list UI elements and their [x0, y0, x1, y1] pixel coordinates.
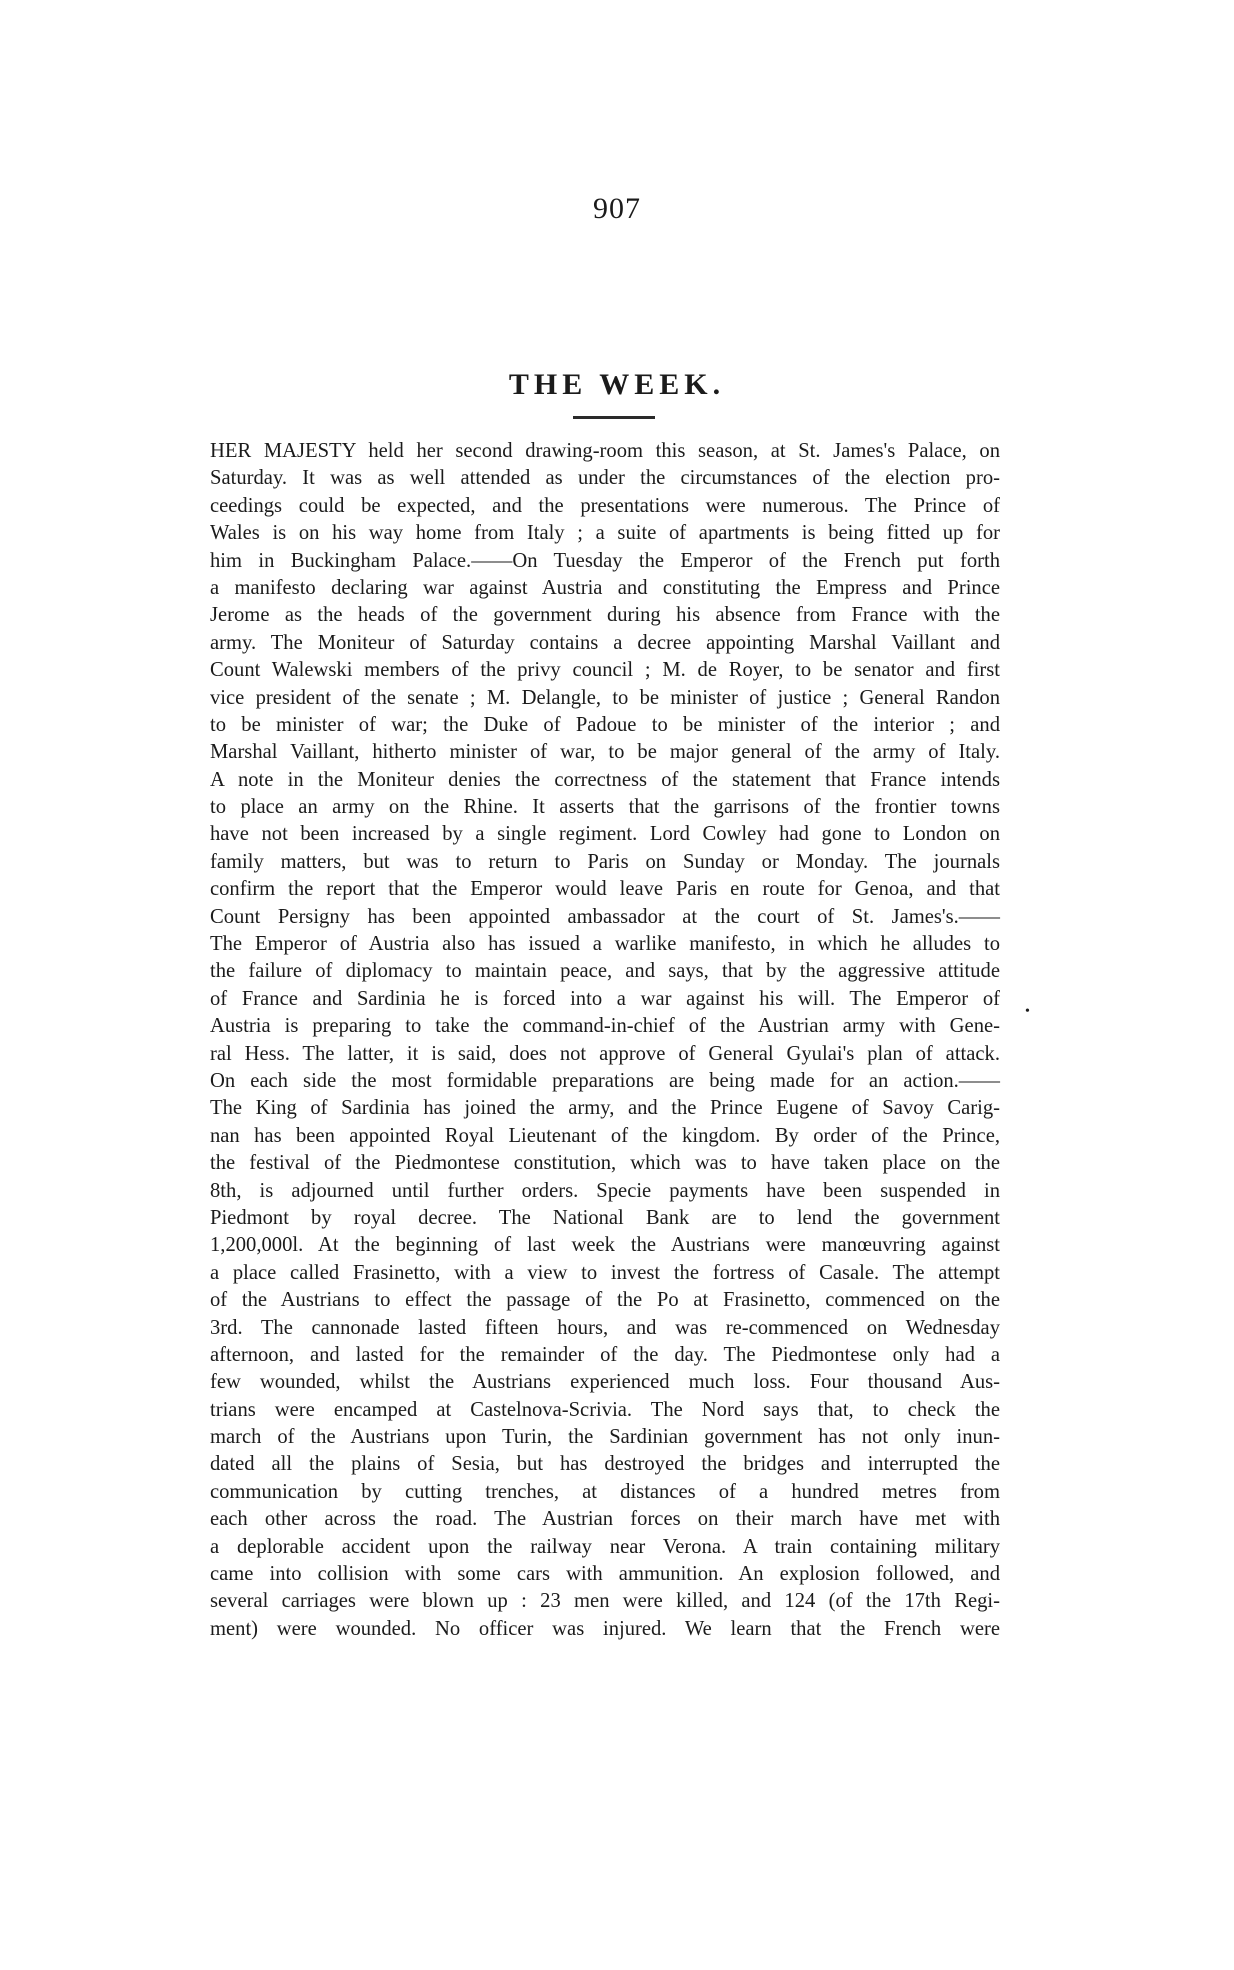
article-line: Jerome as the heads of the government during his absence from France with the	[210, 604, 1000, 627]
article-line: to place an army on the Rhine. It asserts that the garrisons of the frontier towns	[210, 796, 1000, 819]
article-line: of France and Sardinia he is forced into a war against his will. The Emperor of	[210, 987, 1000, 1010]
article-line: The King of Sardinia has joined the army, and the Prince Eugene of Savoy Carig-	[210, 1097, 1000, 1120]
article-line: few wounded, whilst the Austrians experienced much loss. Four thousand Aus-	[210, 1371, 1000, 1394]
article-line: the festival of the Piedmontese constitution, which was to have taken place on the	[210, 1152, 1000, 1175]
article-line: Saturday. It was as well attended as under the circumstances of the election pro-	[210, 467, 1000, 490]
section-title: THE WEEK.	[508, 368, 726, 401]
article-line: ment) were wounded. No officer was injured. We learn that the French were	[210, 1617, 1000, 1640]
article-line: came into collision with some cars with ammunition. An explosion followed, and	[210, 1563, 1000, 1586]
article-line: confirm the report that the Emperor would leave Paris en route for Genoa, and that	[210, 878, 1000, 901]
article-line: HER MAJESTY held her second drawing-room this season, at St. James's Palace, on	[210, 440, 1000, 462]
article-line: him in Buckingham Palace.——On Tuesday the Emperor of the French put forth	[210, 549, 1000, 572]
margin-mark: •	[1025, 1004, 1030, 1019]
article-line: have not been increased by a single regiment. Lord Cowley had gone to London on	[210, 823, 1000, 846]
article-line: 3rd. The cannonade lasted fifteen hours, and was re-commenced on Wednesday	[210, 1316, 1000, 1339]
article-line: Austria is preparing to take the command-in-chief of the Austrian army with Gene-	[210, 1015, 1000, 1038]
article-line: 1,200,000l. At the beginning of last week the Austrians were manœuvring against	[210, 1234, 1000, 1257]
article-line: Marshal Vaillant, hitherto minister of war, to be major general of the army of Italy.	[210, 741, 1000, 764]
article-line: vice president of the senate ; M. Delangle, to be minister of justice ; General Randon	[210, 686, 1000, 709]
article-line: nan has been appointed Royal Lieutenant of the kingdom. By order of the Prince,	[210, 1124, 1000, 1147]
article-line: a place called Frasinetto, with a view to invest the fortress of Casale. The attempt	[210, 1261, 1000, 1284]
article-body	[210, 438, 1000, 1643]
article-line: each other across the road. The Austrian forces on their march have met with	[210, 1508, 1000, 1531]
article-line: On each side the most formidable preparations are being made for an action.——	[210, 1069, 1000, 1092]
title-rule	[573, 416, 655, 419]
article-line: Count Persigny has been appointed ambassador at the court of St. James's.——	[210, 905, 1000, 928]
article-line: march of the Austrians upon Turin, the Sardinian government has not only inun-	[210, 1426, 1000, 1449]
article-line: The Emperor of Austria also has issued a warlike manifesto, in which he alludes to	[210, 933, 1000, 956]
article-line: Wales is on his way home from Italy ; a suite of apartments is being fitted up for	[210, 522, 1000, 545]
article-line: trians were encamped at Castelnova-Scrivia. The Nord says that, to check the	[210, 1398, 1000, 1421]
article-line: several carriages were blown up : 23 men were killed, and 124 (of the 17th Regi-	[210, 1590, 1000, 1613]
article-line: dated all the plains of Sesia, but has destroyed the bridges and interrupted the	[210, 1453, 1000, 1476]
article-line: a manifesto declaring war against Austria and constituting the Empress and Prince	[210, 576, 1000, 599]
article-line: Count Walewski members of the privy council ; M. de Royer, to be senator and first	[210, 659, 1000, 682]
article-line: family matters, but was to return to Paris on Sunday or Monday. The journals	[210, 850, 1000, 873]
article-line: 8th, is adjourned until further orders. Specie payments have been suspended in	[210, 1179, 1000, 1202]
article-line: ral Hess. The latter, it is said, does not approve of General Gyulai's plan of attack.	[210, 1042, 1000, 1065]
article-line: of the Austrians to effect the passage of the Po at Frasinetto, commenced on the	[210, 1289, 1000, 1312]
article-line: Piedmont by royal decree. The National Bank are to lend the government	[210, 1206, 1000, 1229]
page-number: 907	[593, 192, 641, 225]
article-line: a deplorable accident upon the railway near Verona. A train containing military	[210, 1535, 1000, 1558]
article-line: ceedings could be expected, and the presentations were numerous. The Prince of	[210, 494, 1000, 517]
article-line: communication by cutting trenches, at distances of a hundred metres from	[210, 1480, 1000, 1503]
article-line: A note in the Moniteur denies the correctness of the statement that France intends	[210, 768, 1000, 791]
article-line: the failure of diplomacy to maintain peace, and says, that by the aggressive attitude	[210, 960, 1000, 983]
article-line: to be minister of war; the Duke of Padoue to be minister of the interior ; and	[210, 713, 1000, 736]
article-line: army. The Moniteur of Saturday contains a decree appointing Marshal Vaillant and	[210, 631, 1000, 654]
article-line: afternoon, and lasted for the remainder of the day. The Piedmontese only had a	[210, 1343, 1000, 1366]
